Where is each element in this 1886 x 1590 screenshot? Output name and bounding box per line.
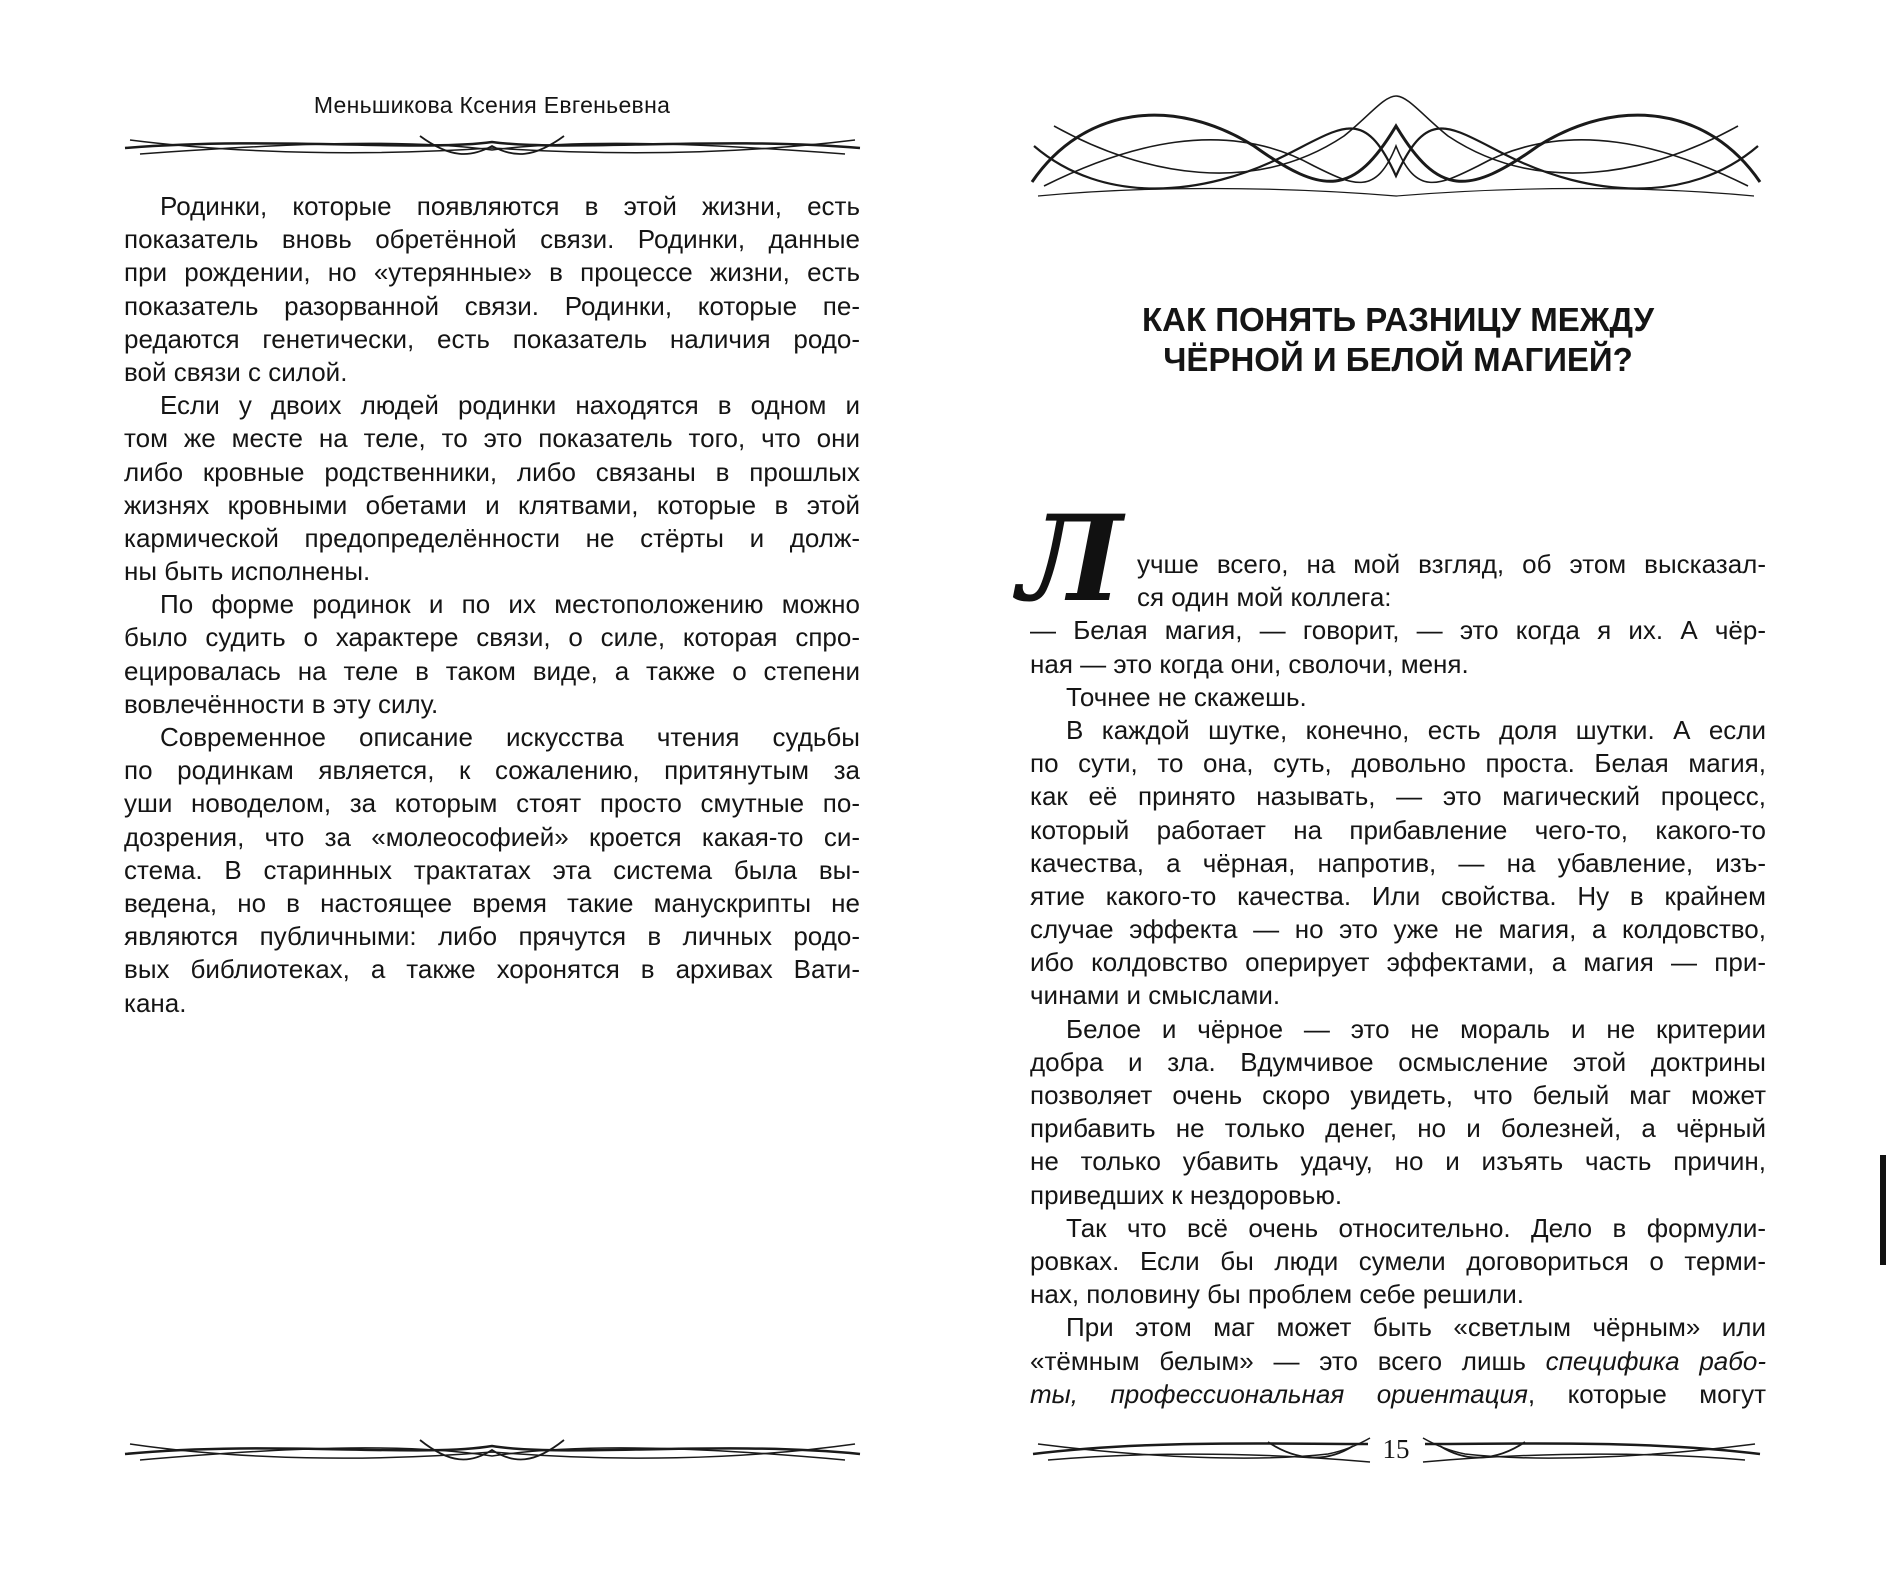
right-page-body bbox=[1030, 548, 1766, 1411]
text-line: вовлечённости в эту силу. bbox=[124, 688, 439, 719]
drop-cap-letter: Л bbox=[1018, 489, 1123, 628]
text-line: было судить о характере связи, о силе, которая спро- bbox=[124, 622, 860, 653]
italic-text: ты, профессиональная ориентация bbox=[1030, 1378, 1528, 1409]
text-line: Точнее не скажешь. bbox=[1066, 681, 1307, 712]
footer-ornament-right-a bbox=[1028, 1432, 1373, 1468]
text-line: при рождении, но «утерянные» в процессе жизни, есть bbox=[124, 257, 860, 288]
text-line: ецировалась на теле в таком виде, а также о степени bbox=[124, 655, 860, 686]
text-line: чинами и смыслами. bbox=[1030, 980, 1281, 1011]
text-line: учше всего, на мой взгляд, об этом высказал- bbox=[1137, 549, 1766, 579]
text-line: Белое и чёрное — это не мораль и не критерии bbox=[1066, 1013, 1766, 1044]
chapter-title bbox=[1030, 300, 1766, 380]
text-line: являются публичными: либо прячутся в личных родо- bbox=[124, 921, 860, 952]
text-line: который работает на прибавление чего-то, какого-то bbox=[1030, 814, 1766, 845]
text-line: При этом маг может быть «светлым чёрным» или bbox=[1066, 1312, 1766, 1343]
text-line: Родинки, которые появляются в этой жизни, есть bbox=[160, 191, 860, 221]
text-line: вой связи с силой. bbox=[124, 356, 348, 387]
text-line: кана. bbox=[124, 987, 187, 1018]
text-line: показатель разорванной связи. Родинки, которые пе- bbox=[124, 290, 860, 321]
text-line: как её принято называть, — это магический процесс, bbox=[1030, 781, 1766, 812]
page-number: 15 bbox=[1382, 1434, 1410, 1464]
text-line: случае эффекта — но это уже не магия, а колдовство, bbox=[1030, 914, 1766, 945]
text-line: жизнях кровными обетами и клятвами, которые в этой bbox=[124, 489, 860, 520]
text-line: кармической предопределённости не стёрты и долж- bbox=[124, 522, 860, 553]
text-line: Так что всё очень относительно. Дело в формули- bbox=[1066, 1212, 1766, 1243]
text-line: ведена, но в настоящее время такие манускрипты не bbox=[124, 887, 860, 918]
text-line: уши новоделом, за которым стоят просто смутные по- bbox=[124, 788, 860, 819]
text-line: прибавить не только денег, но и болезней, а чёрный bbox=[1030, 1113, 1766, 1144]
italic-text: специфика рабо- bbox=[1545, 1345, 1766, 1376]
text-line: редаются генетически, есть показатель наличия родо- bbox=[124, 323, 860, 354]
text-line: По форме родинок и по их местоположению можно bbox=[160, 589, 860, 620]
text-line: дозрения, что за «молеософией» кроется какая-то си- bbox=[124, 821, 860, 852]
text-line: В каждой шутке, конечно, есть доля шутки. А если bbox=[1066, 714, 1766, 745]
chapter-ornament bbox=[1024, 86, 1768, 210]
page-edge-mark bbox=[1880, 1155, 1886, 1265]
chapter-title-line: ЧЁРНОЙ И БЕЛОЙ МАГИЕЙ? bbox=[1163, 341, 1633, 378]
text-line: показатель вновь обретённой связи. Родинки, данные bbox=[124, 224, 860, 255]
text-line bbox=[1030, 1345, 1766, 1378]
text-line: либо кровные родственники, либо связаны в прошлых bbox=[124, 456, 860, 487]
text-line: позволяет очень скоро увидеть, что белый маг может bbox=[1030, 1080, 1766, 1110]
text-line: том же месте на теле, то это показатель того, что они bbox=[124, 423, 860, 454]
text-line: по сути, то она, суть, довольно проста. Белая магия, bbox=[1030, 748, 1766, 779]
text-line: не только убавить удачу, но и изъять часть причин, bbox=[1030, 1146, 1766, 1177]
text-line: Современное описание искусства чтения судьбы bbox=[160, 722, 860, 752]
text-segment: , которые могут bbox=[1527, 1378, 1766, 1409]
text-line: качества, а чёрная, напротив, — на убавление, изъ- bbox=[1030, 847, 1766, 878]
running-header-author: Меньшикова Ксения Евгеньевна bbox=[313, 92, 671, 118]
text-line: — Белая магия, — говорит, — это когда я их. А чёр- bbox=[1030, 615, 1766, 646]
text-line: ятие какого-то качества. Или свойства. Ну в крайнем bbox=[1030, 880, 1766, 911]
text-line: ибо колдовство оперирует эффектами, а магия — при- bbox=[1030, 947, 1766, 978]
footer-ornament-left bbox=[120, 1432, 865, 1468]
header-ornament bbox=[120, 128, 865, 162]
text-line: стема. В старинных трактатах эта система была вы- bbox=[124, 854, 860, 885]
text-line: нах, половину бы проблем себе решили. bbox=[1030, 1279, 1524, 1310]
text-line: ны быть исполнены. bbox=[124, 556, 371, 587]
text-line: ся один мой коллега: bbox=[1137, 582, 1392, 613]
text-line bbox=[1030, 1378, 1766, 1411]
text-line: ровках. Если бы люди сумели договориться о терми- bbox=[1030, 1245, 1766, 1276]
chapter-title-line: КАК ПОНЯТЬ РАЗНИЦУ МЕЖДУ bbox=[1142, 301, 1654, 338]
text-line: добра и зла. Вдумчивое осмысление этой доктрины bbox=[1030, 1046, 1766, 1077]
left-page-body bbox=[124, 190, 860, 1020]
text-line: Если у двоих людей родинки находятся в одном и bbox=[160, 390, 860, 421]
footer-ornament-right-b bbox=[1420, 1432, 1765, 1468]
text-line: приведших к нездоровью. bbox=[1030, 1179, 1343, 1210]
text-line: по родинкам является, к сожалению, притянутым за bbox=[124, 755, 860, 786]
text-line: ная — это когда они, сволочи, меня. bbox=[1030, 648, 1469, 679]
text-line: вых библиотеках, а также хоронятся в архивах Вати- bbox=[124, 954, 860, 985]
text-segment: «тёмным белым» — это всего лишь bbox=[1030, 1345, 1546, 1376]
